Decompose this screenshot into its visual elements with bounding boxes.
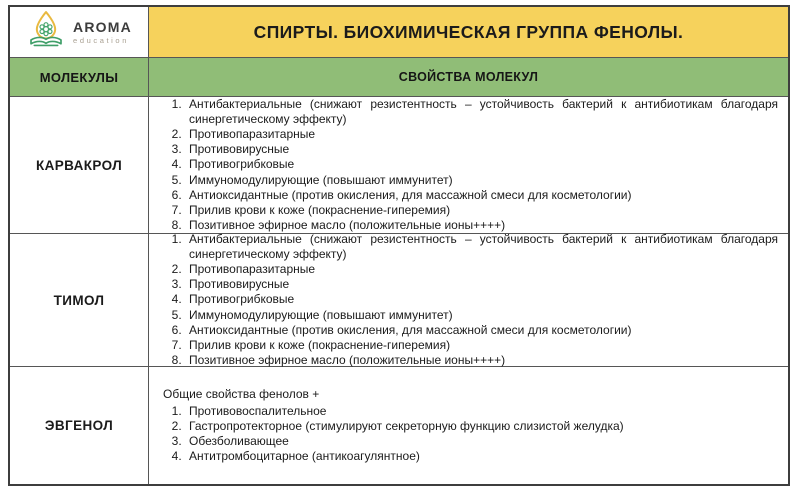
property-item: 5. Иммуномодулирующие (повышают иммунитет) — [185, 173, 778, 188]
property-item: 2. Противопаразитарные — [185, 127, 778, 142]
property-item: 6. Антиоксидантные (против окисления, для массажной смеси для косметологии) — [185, 188, 778, 203]
title-cell — [149, 7, 788, 58]
properties-cell-carvacrol — [149, 97, 788, 234]
property-item: 7. Прилив крови к коже (покраснение-гиперемия) — [185, 203, 778, 218]
property-item: 5. Иммуномодулирующие (повышают иммунитет) — [185, 308, 778, 323]
molecules-header-label: МОЛЕКУЛЫ — [39, 69, 119, 85]
property-item: 2. Противопаразитарные — [185, 262, 778, 277]
column-header-properties — [149, 58, 788, 97]
molecule-name: ТИМОЛ — [53, 292, 105, 308]
property-item: 4. Противогрибковые — [185, 292, 778, 307]
properties-list — [185, 97, 778, 233]
property-item: 8. Позитивное эфирное масло (положительные ионы++++) — [185, 218, 778, 233]
molecule-cell-thymol — [10, 234, 149, 367]
properties-list — [185, 232, 778, 368]
phenols-table — [8, 5, 790, 486]
property-item: 1. Противовоспалительное — [185, 404, 778, 419]
properties-cell-eugenol — [149, 367, 788, 484]
molecule-cell-eugenol — [10, 367, 149, 484]
property-item: 4. Противогрибковые — [185, 157, 778, 172]
properties-header-label: СВОЙСТВА МОЛЕКУЛ — [398, 70, 539, 84]
molecule-name: ЭВГЕНОЛ — [44, 418, 114, 433]
property-item: 3. Обезболивающее — [185, 434, 778, 449]
property-item: 4. Антитромбоцитарное (антикоагулянтное) — [185, 449, 778, 464]
property-item: 1. Антибактериальные (снижают резистентность – устойчивость бактерий к антибиотикам благодаря синергетическому эффекту) — [185, 97, 778, 127]
page-title: СПИРТЫ. БИОХИМИЧЕСКАЯ ГРУППА ФЕНОЛЫ. — [253, 21, 684, 42]
brand-subtitle: education — [73, 35, 129, 45]
property-item: 3. Противовирусные — [185, 142, 778, 157]
property-item: 3. Противовирусные — [185, 277, 778, 292]
property-item: 8. Позитивное эфирное масло (положительные ионы++++) — [185, 353, 778, 368]
properties-cell-thymol — [149, 234, 788, 367]
molecule-cell-carvacrol — [10, 97, 149, 234]
property-item: 7. Прилив крови к коже (покраснение-гиперемия) — [185, 338, 778, 353]
aroma-education-logo-icon — [26, 10, 66, 55]
column-header-molecules — [10, 58, 149, 97]
properties-list — [185, 404, 778, 464]
property-item: 2. Гастропротекторное (стимулируют секреторную функцию слизистой желудка) — [185, 419, 778, 434]
logo-cell — [10, 7, 149, 58]
property-item: 6. Антиоксидантные (против окисления, для массажной смеси для косметологии) — [185, 323, 778, 338]
molecule-name: КАРВАКРОЛ — [35, 157, 123, 173]
property-item: 1. Антибактериальные (снижают резистентность – устойчивость бактерий к антибиотикам благодаря синергетическому эффекту) — [185, 232, 778, 262]
properties-intro: Общие свойства фенолов + — [163, 386, 320, 401]
brand-name: AROMA — [73, 18, 132, 35]
